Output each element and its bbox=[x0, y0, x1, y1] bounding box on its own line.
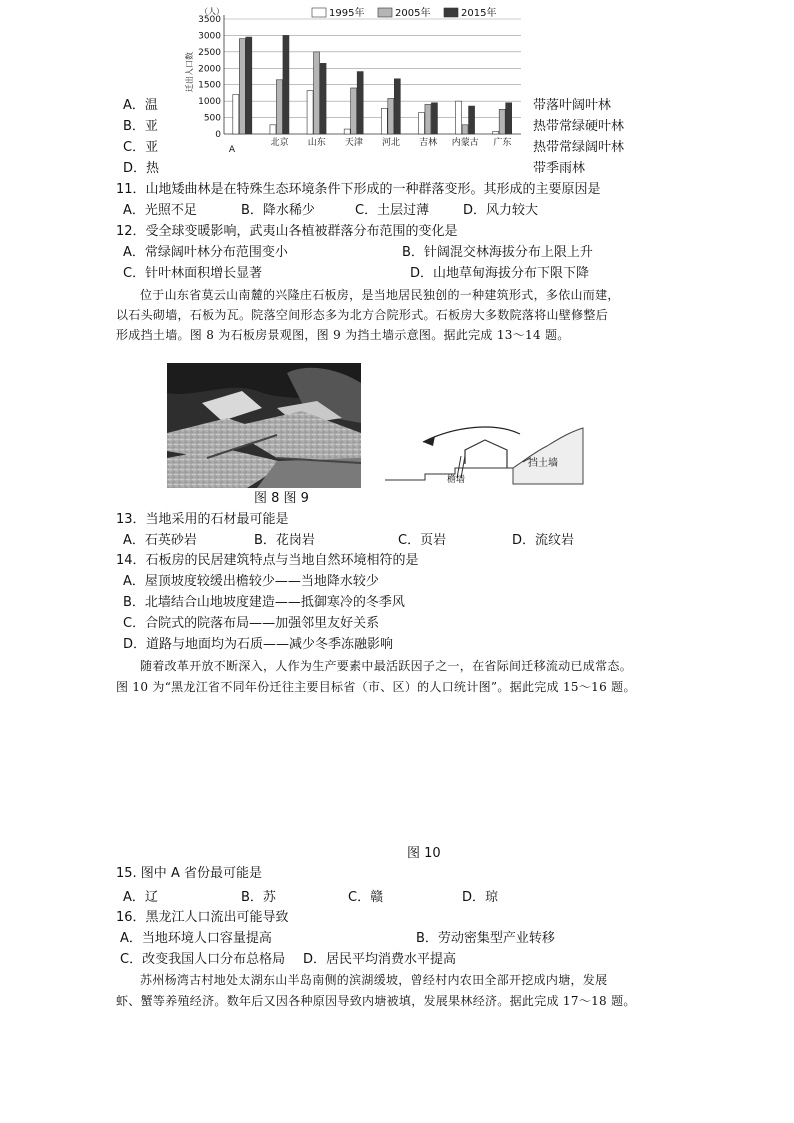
q14-option-a: A．屋顶坡度较缓出檐较少——当地降水较少 bbox=[123, 574, 379, 589]
x-tick-label: 河北 bbox=[382, 138, 401, 148]
bar-2015年-天津 bbox=[357, 72, 363, 134]
q11-option-d: D．风力较大 bbox=[463, 203, 539, 218]
q12-option-c: C．针叶林面积增长显著 bbox=[123, 266, 263, 281]
y-tick-label: 3000 bbox=[198, 31, 221, 42]
x-tick-label: 吉林 bbox=[419, 138, 438, 148]
q10-option-c-left: C．亚 bbox=[123, 140, 159, 155]
q13-option-d: D．流纹岩 bbox=[512, 533, 575, 548]
q12-option-a: A．常绿阔叶林分布范围变小 bbox=[123, 245, 288, 260]
q15-option-d: D．琼 bbox=[462, 890, 499, 905]
eave-wall-label: 檐墙 bbox=[447, 475, 466, 485]
bar-1995年-A bbox=[233, 95, 239, 134]
bar-2015年-北京 bbox=[283, 35, 289, 134]
q16-stem: 16．黑龙江人口流出可能导致 bbox=[116, 910, 289, 925]
y-tick-label: 2500 bbox=[198, 47, 221, 58]
x-tick-label: 广东 bbox=[493, 138, 512, 148]
q16-option-d: D．居民平均消费水平提高 bbox=[303, 952, 457, 967]
passage2-line1: 随着改革开放不断深入，人作为生产要素中最活跃因子之一，在省际间迁移流动已成常态。 bbox=[140, 659, 633, 673]
q15-option-a: A．辽 bbox=[123, 890, 158, 905]
passage3-line1: 苏州杨湾古村地处太湖东山半岛南侧的滨湖缓坡，曾经村内农田全部开挖成内塘，发展 bbox=[140, 973, 608, 987]
q15-option-b: B．苏 bbox=[241, 890, 276, 905]
q10-option-a-left: A．温 bbox=[123, 98, 158, 113]
passage1-line1: 位于山东省莫云山南麓的兴隆庄石板房，是当地居民独创的一种建筑形式，多依山而建， bbox=[140, 288, 620, 302]
q14-option-b: B．北墙结合山地坡度建造——抵御寒冷的冬季风 bbox=[123, 595, 405, 610]
q12-option-d: D．山地草甸海拔分布下限下降 bbox=[410, 266, 590, 281]
figure-8-9-caption: 图 8 图 9 bbox=[254, 491, 309, 506]
bar-2005年-山东 bbox=[314, 52, 320, 134]
legend-label: 2005年 bbox=[395, 8, 431, 19]
legend-swatch-2005年 bbox=[378, 8, 392, 17]
bar-2015年-内蒙古 bbox=[469, 106, 475, 134]
q10-option-d-right: 带季雨林 bbox=[533, 161, 586, 176]
q11-stem: 11．山地矮曲林是在特殊生态环境条件下形成的一种群落变形。其形成的主要原因是 bbox=[116, 182, 601, 197]
q13-option-a: A．石英砂岩 bbox=[123, 533, 197, 548]
stone-house-photo bbox=[167, 363, 361, 488]
legend-swatch-2015年 bbox=[444, 8, 458, 17]
q14-stem: 14．石板房的民居建筑特点与当地自然环境相符的是 bbox=[116, 553, 419, 568]
q16-option-a: A．当地环境人口容量提高 bbox=[120, 931, 272, 946]
y-tick-label: 1500 bbox=[198, 80, 221, 91]
bar-2015年-吉林 bbox=[431, 103, 437, 134]
q11-option-c: C．土层过薄 bbox=[355, 203, 430, 218]
q10-option-b-right: 热带常绿硬叶林 bbox=[533, 119, 625, 134]
bar-2005年-吉林 bbox=[425, 104, 431, 134]
passage1-line2: 以石头砌墙，石板为瓦。院落空间形态多为北方合院形式。石板房大多数院落将山壁修整后 bbox=[116, 308, 609, 322]
q16-option-c: C．改变我国人口分布总格局 bbox=[120, 952, 286, 967]
bar-1995年-天津 bbox=[344, 129, 350, 134]
y-tick-label: 3500 bbox=[198, 15, 221, 25]
q11-option-b: B．降水稀少 bbox=[241, 203, 315, 218]
legend-label: 1995年 bbox=[329, 8, 365, 19]
y-tick-label: 500 bbox=[203, 113, 221, 124]
q10-option-d-left: D．热 bbox=[123, 161, 160, 176]
legend-swatch-1995年 bbox=[312, 8, 326, 17]
y-unit-label: （人） bbox=[200, 7, 224, 16]
q10-option-c-right: 热带常绿阔叶林 bbox=[533, 140, 625, 155]
passage2-line2: 图 10 为“黑龙江省不同年份迁往主要目标省（市、区）的人口统计图”。据此完成 15～16 题。 bbox=[116, 680, 636, 694]
q13-option-b: B．花岗岩 bbox=[254, 533, 315, 548]
q12-stem: 12．受全球变暖影响，武夷山各植被群落分布范围的变化是 bbox=[116, 224, 458, 239]
q15-stem: 15. 图中 A 省份最可能是 bbox=[116, 866, 262, 881]
q13-stem: 13．当地采用的石材最可能是 bbox=[116, 512, 289, 527]
q13-option-c: C．页岩 bbox=[398, 533, 447, 548]
q14-option-d: D．道路与地面均为石质——减少冬季冻融影响 bbox=[123, 637, 394, 652]
bar-1995年-河北 bbox=[381, 108, 387, 134]
bar-1995年-广东 bbox=[493, 131, 499, 134]
bar-2015年-河北 bbox=[394, 79, 400, 134]
q12-option-b: B．针阔混交林海拔分布上限上升 bbox=[402, 245, 593, 260]
migration-bar-chart bbox=[0, 0, 794, 180]
bar-1995年-山东 bbox=[307, 91, 313, 134]
bar-1995年-北京 bbox=[270, 125, 276, 134]
figure-10-caption: 图 10 bbox=[407, 846, 441, 861]
bar-2015年-山东 bbox=[320, 63, 326, 134]
bar-2005年-广东 bbox=[499, 109, 505, 134]
bar-2015年-A bbox=[246, 37, 252, 134]
y-axis-label: 迁出人口数 bbox=[185, 52, 194, 92]
q10-option-b-left: B．亚 bbox=[123, 119, 158, 134]
passage3-line2: 虾、蟹等养殖经济。数年后又因各种原因导致内塘被填，发展果林经济。据此完成 17～18 题。 bbox=[116, 994, 636, 1008]
y-tick-label: 1000 bbox=[198, 97, 221, 108]
x-tick-label: 天津 bbox=[344, 138, 363, 148]
x-tick-label: 内蒙古 bbox=[451, 138, 479, 148]
bar-1995年-内蒙古 bbox=[456, 101, 462, 134]
q14-option-c: C．合院式的院落布局——加强邻里友好关系 bbox=[123, 616, 380, 631]
q11-option-a: A．光照不足 bbox=[123, 203, 197, 218]
retaining-wall-label: 挡土墙 bbox=[528, 458, 558, 469]
q10-option-a-right: 带落叶阔叶林 bbox=[533, 98, 612, 113]
x-tick-label: 山东 bbox=[307, 138, 326, 148]
bar-2005年-内蒙古 bbox=[462, 125, 468, 134]
x-tick-label: A bbox=[228, 145, 236, 155]
bar-2015年-广东 bbox=[506, 103, 512, 134]
bar-2005年-A bbox=[239, 39, 245, 134]
y-tick-label: 2000 bbox=[198, 64, 221, 75]
q15-option-c: C．赣 bbox=[348, 890, 384, 905]
bar-2005年-河北 bbox=[388, 99, 394, 134]
q16-option-b: B．劳动密集型产业转移 bbox=[416, 931, 555, 946]
passage1-line3: 形成挡土墙。图 8 为石板房景观图，图 9 为挡土墙示意图。据此完成 13～14 题。 bbox=[116, 328, 570, 342]
y-tick-label: 0 bbox=[215, 130, 221, 140]
legend-label: 2015年 bbox=[461, 8, 497, 19]
bar-2005年-天津 bbox=[351, 88, 357, 134]
bar-1995年-吉林 bbox=[418, 113, 424, 134]
bar-2005年-北京 bbox=[276, 80, 282, 134]
retaining-wall-diagram bbox=[385, 422, 585, 487]
x-tick-label: 北京 bbox=[270, 138, 289, 148]
